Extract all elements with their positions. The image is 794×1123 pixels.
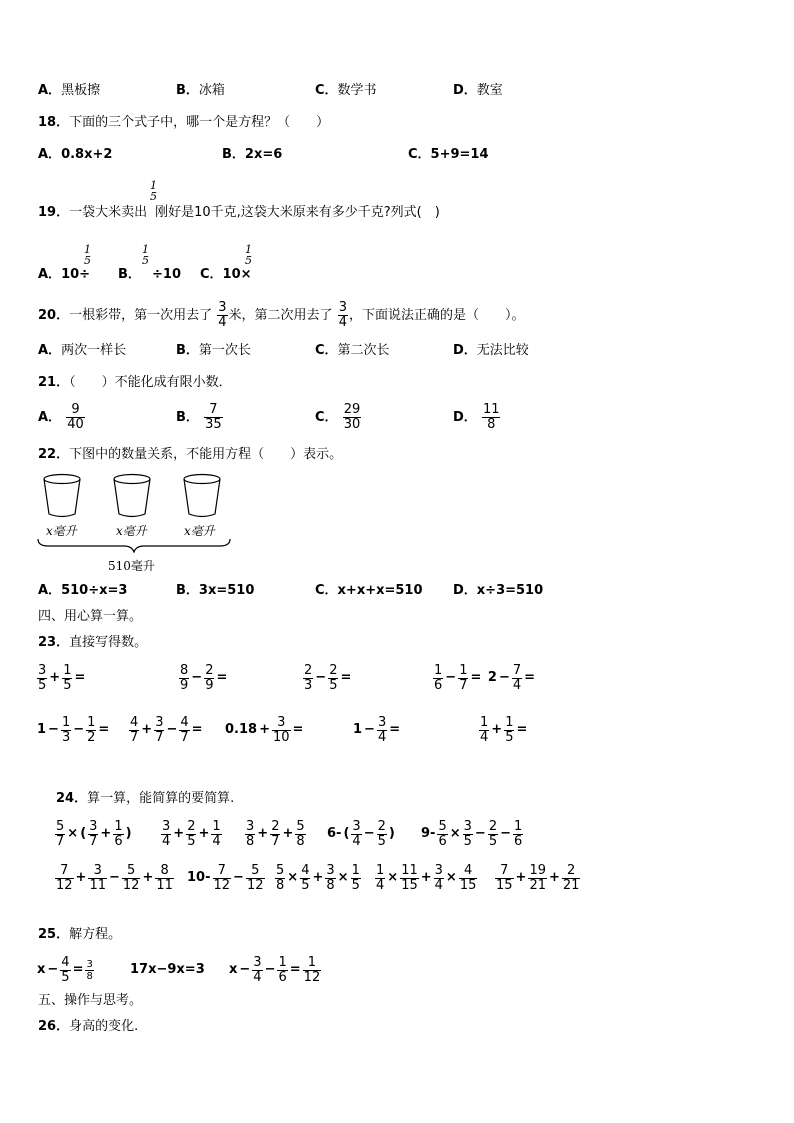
- q18-option-b: B．2x=6: [222, 147, 283, 162]
- q19-option-a: A．10÷: [38, 267, 91, 282]
- q24-expr-1: $\frac{5}{7}$ × ( $\frac{3}{7}$ + $\frac{1}{6}$ ): [56, 818, 132, 849]
- q25-equation-1: x − $\frac{4}{5}$ = $\frac{3}{8}$: [37, 954, 93, 985]
- total-brace: [36, 537, 232, 553]
- q17-option-d: D．教室: [453, 83, 503, 98]
- cup-1-label: x毫升: [46, 524, 77, 538]
- q23-expr-5: 1 − $\frac{1}{3}$ − $\frac{1}{2}$ =: [37, 714, 110, 745]
- q23-expr-9: $\frac{1}{4}$ + $\frac{1}{5}$ =: [480, 714, 528, 745]
- q20-option-d: D．无法比较: [453, 343, 529, 358]
- q21-stem: 21．（ ）不能化成有限小数．: [38, 375, 232, 390]
- q23-expr-8: 1 − $\frac{3}{4}$ =: [353, 714, 401, 745]
- q24-expr-7: 10- $\frac{7}{12}$ − $\frac{5}{12}$: [187, 862, 264, 893]
- q24-expr-5: 9- $\frac{5}{6}$ × $\frac{3}{5}$ − $\frac{2}{5}$ − $\frac{1}{6}$: [421, 818, 523, 849]
- q19-option-a-fraction: 1 5: [84, 243, 91, 267]
- q19-option-b: B．: [118, 267, 141, 282]
- section-4-heading: 四、用心算一算。: [38, 609, 143, 624]
- q19-option-b-fraction: 1 5: [142, 243, 149, 267]
- q18-option-a: A．0.8x+2: [38, 147, 113, 162]
- q19-stem: 19．一袋大米卖出 刚好是10千克,这袋大米原来有多少千克?列式( ): [38, 205, 440, 220]
- q18-stem: 18．下面的三个式子中，哪一个是方程？（ ）: [38, 115, 330, 130]
- q21-option-a: A． $\frac{9}{40}$: [38, 402, 84, 432]
- q24-stem: 24．算一算，能简算的要简算.: [56, 791, 235, 806]
- q23-stem: 23．直接写得数。: [38, 635, 148, 650]
- q22-option-a: A．510÷x=3: [38, 583, 128, 598]
- q17-option-c: C．数学书: [315, 83, 377, 98]
- cup-3-icon: [182, 473, 222, 519]
- q23-expr-7: 0.18 + $\frac{3}{10}$ =: [225, 714, 304, 745]
- cup-1-icon: [42, 473, 82, 519]
- q24-expr-6: $\frac{7}{12}$ + $\frac{3}{11}$ − $\frac{5}{12}$ + $\frac{8}{11}$: [56, 862, 173, 893]
- q24-expr-2: $\frac{3}{4}$ + $\frac{2}{5}$ + $\frac{1}{4}$: [162, 818, 221, 849]
- q17-option-b: B．冰箱: [176, 83, 225, 98]
- section-5-heading: 五、操作与思考。: [38, 993, 143, 1008]
- q24-expr-3: $\frac{3}{8}$ + $\frac{2}{7}$ + $\frac{5}{8}$: [246, 818, 305, 849]
- q22-option-b: B．3x=510: [176, 583, 255, 598]
- q23-expr-2: $\frac{8}{9}$ − $\frac{2}{9}$ =: [180, 662, 228, 693]
- q24-expr-8: $\frac{5}{8}$ × $\frac{4}{5}$ + $\frac{3}{8}$ × $\frac{1}{5}$: [276, 862, 360, 893]
- q25-equation-2: 17x−9x=3: [130, 962, 205, 977]
- q20-option-a: A．两次一样长: [38, 343, 127, 358]
- q21-option-d: D． $\frac{11}{8}$: [453, 402, 500, 432]
- q19-option-c-fraction: 1 5: [245, 243, 252, 267]
- q19-option-c: C．10×: [200, 267, 252, 282]
- q24-expr-10: $\frac{7}{15}$ + $\frac{19}{21}$ + $\frac{2}{21}$: [496, 862, 580, 893]
- q21-option-b: B． $\frac{7}{35}$: [176, 402, 222, 432]
- q19-fraction: 1 5: [150, 179, 157, 203]
- q25-stem: 25．解方程。: [38, 927, 122, 942]
- q23-expr-6: $\frac{4}{7}$ + $\frac{3}{7}$ − $\frac{4}{7}$ =: [130, 714, 203, 745]
- q21-option-c: C． $\frac{29}{30}$: [315, 402, 361, 432]
- q22-option-c: C．x+x+x=510: [315, 583, 423, 598]
- q23-expr-1: $\frac{3}{5}$ + $\frac{1}{5}$ =: [38, 662, 86, 693]
- q23-expr-3: $\frac{2}{3}$ − $\frac{2}{5}$ =: [304, 662, 352, 693]
- q24-expr-4: 6- ( $\frac{3}{4}$ − $\frac{2}{5}$ ): [327, 818, 395, 849]
- q20-option-b: B．第一次长: [176, 343, 251, 358]
- q17-option-a: A．黑板擦: [38, 83, 101, 98]
- q19-option-b-tail: ÷10: [152, 267, 181, 282]
- q23-expr-4: $\frac{1}{6}$ − $\frac{1}{7}$ = 2 − $\frac{7}{4}$ =: [434, 662, 536, 693]
- q25-equation-3: x − $\frac{3}{4}$ − $\frac{1}{6}$ = $\frac{1}{12}$: [229, 954, 321, 985]
- q18-option-c: C．5+9=14: [408, 147, 489, 162]
- q22-stem: 22．下图中的数量关系，不能用方程（ ）表示。: [38, 447, 343, 462]
- cup-3-label: x毫升: [184, 524, 215, 538]
- total-label: 510毫升: [108, 559, 155, 573]
- q26-stem: 26．身高的变化.: [38, 1019, 139, 1034]
- cup-2-label: x毫升: [116, 524, 147, 538]
- q20-stem: 20．一根彩带，第一次用去了 $\frac{3}{4}$ 米，第二次用去了 $\frac{3}{4}$ ，下面说法正确的是（ ）。: [38, 300, 525, 330]
- q20-option-c: C．第二次长: [315, 343, 390, 358]
- q24-expr-9: $\frac{1}{4}$ × $\frac{11}{15}$ + $\frac{3}{4}$ × $\frac{4}{15}$: [376, 862, 477, 893]
- cup-2-icon: [112, 473, 152, 519]
- q22-option-d: D．x÷3=510: [453, 583, 544, 598]
